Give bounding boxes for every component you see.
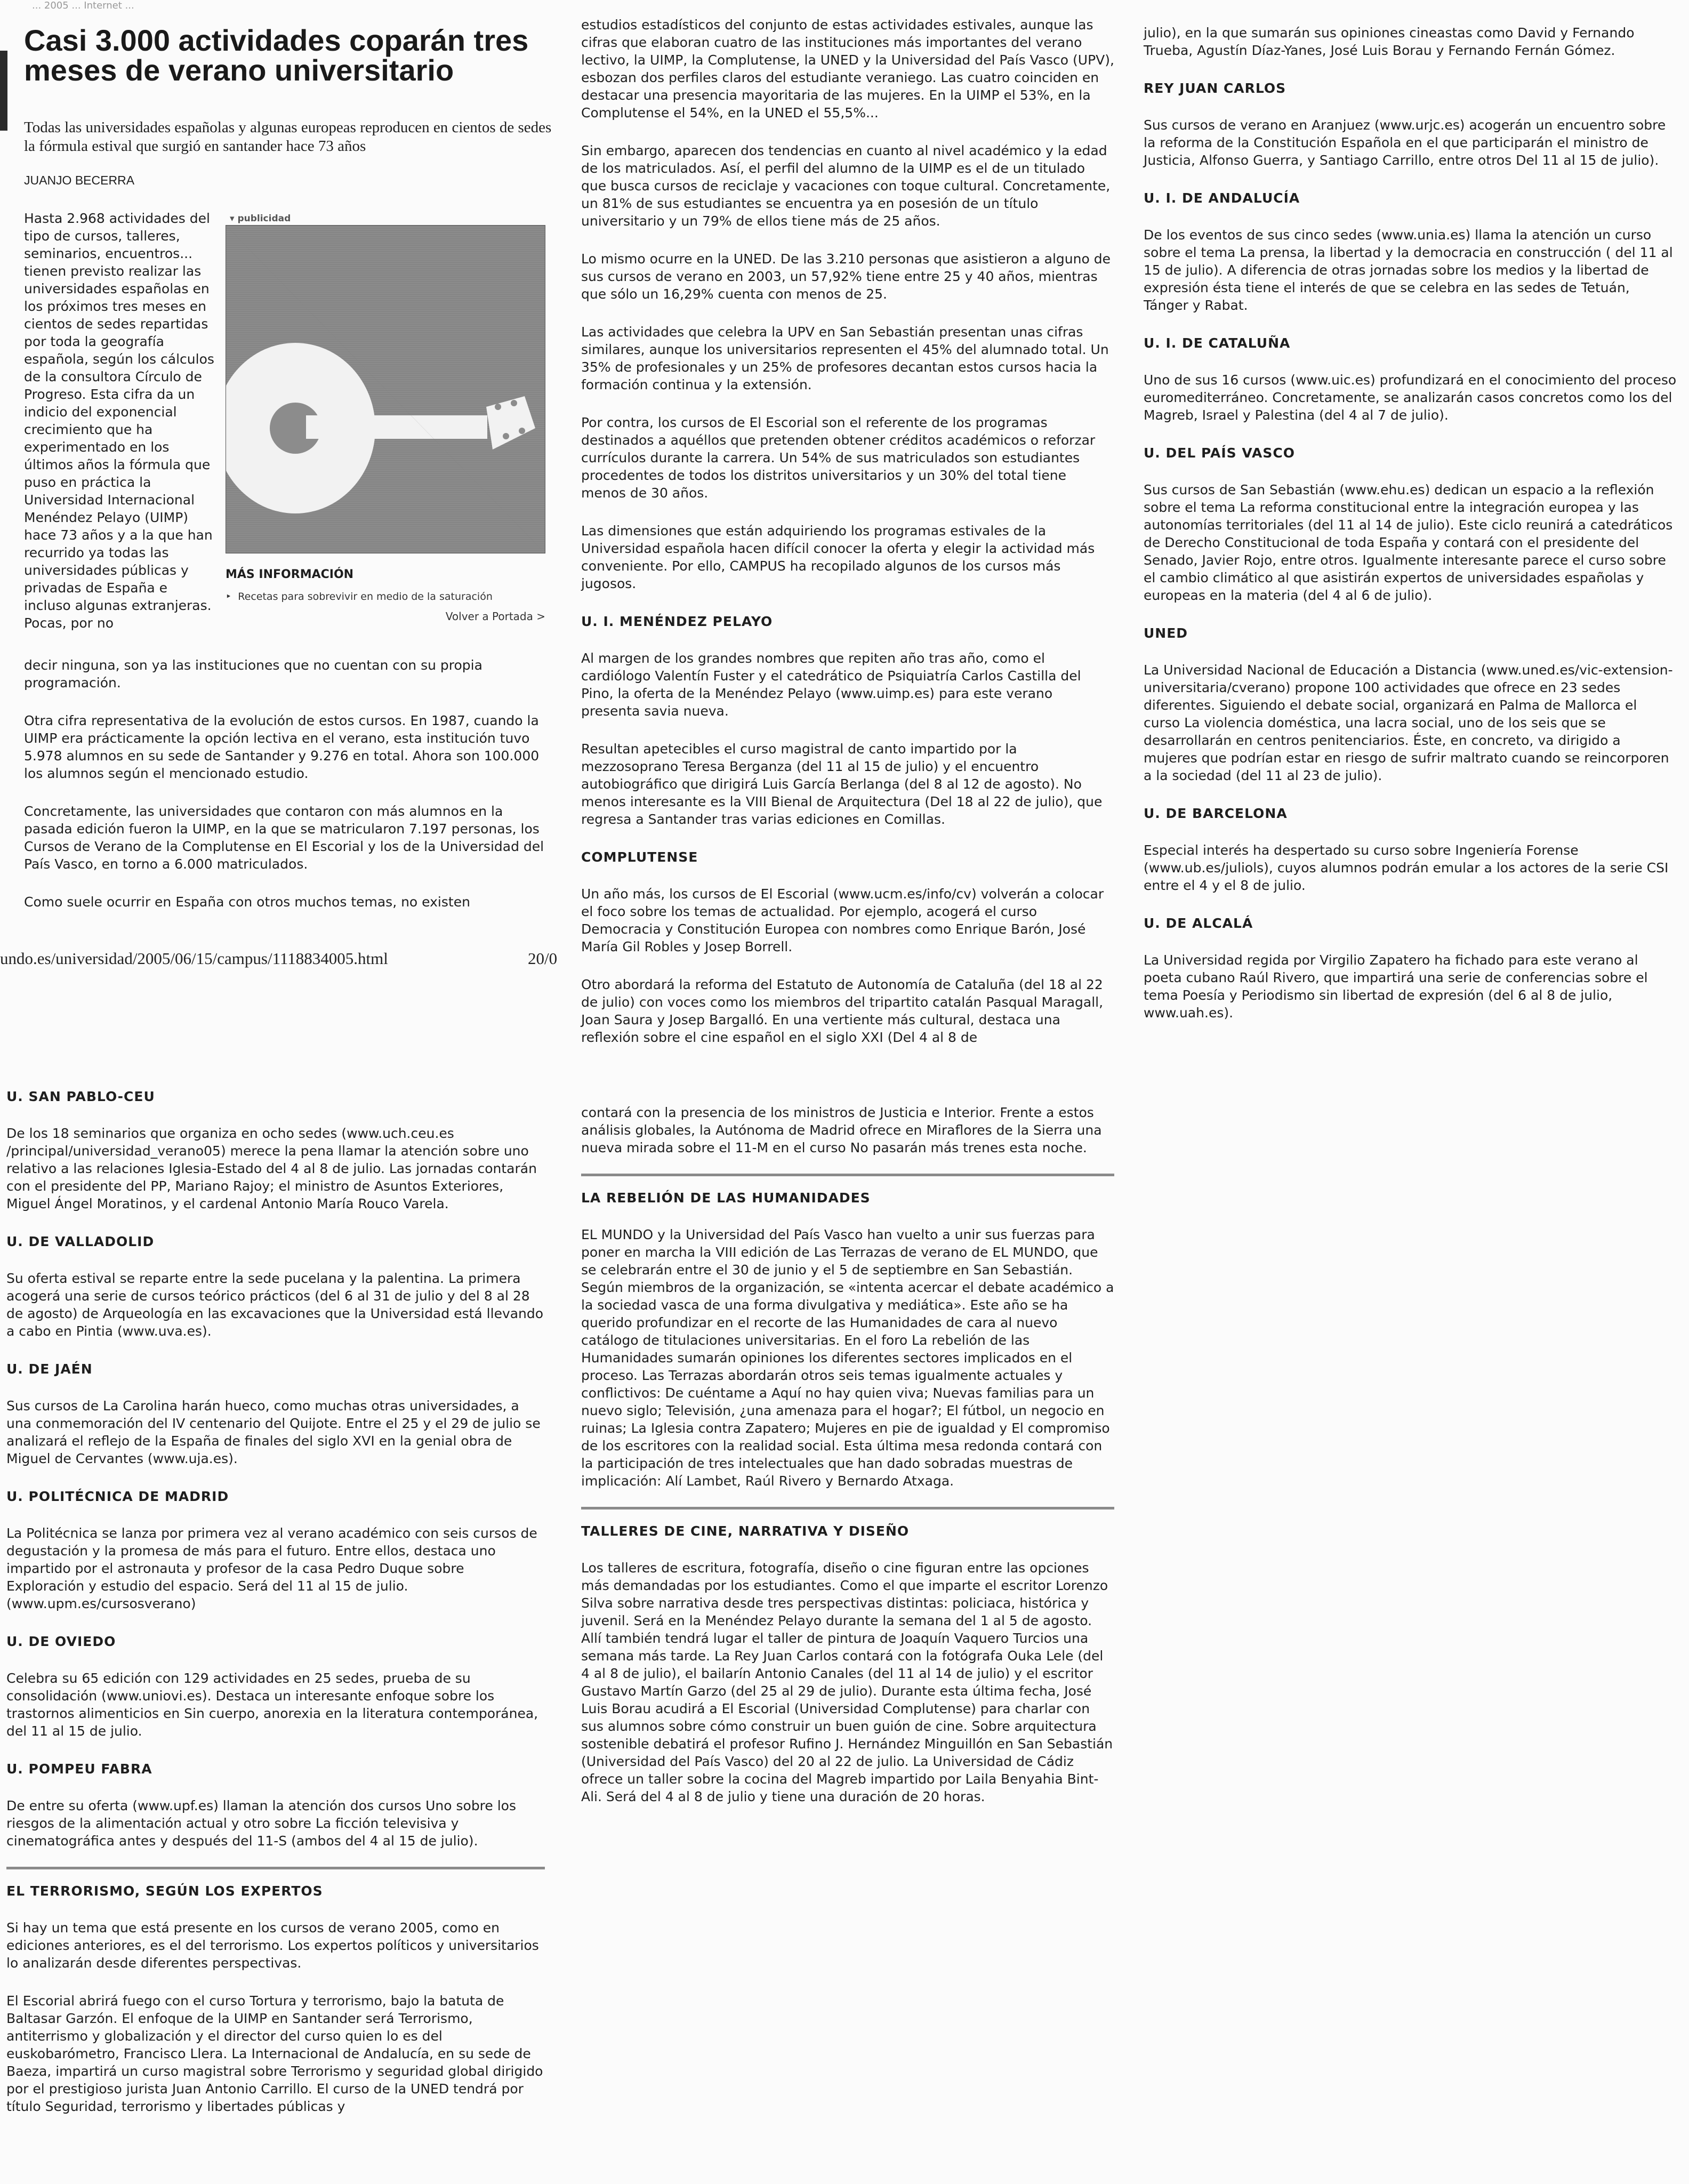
article-title: Casi 3.000 actividades coparán tres meses de verano universitario	[24, 23, 529, 87]
guitar-icon	[226, 226, 545, 553]
more-info-link[interactable]: ‣ Recetas para sobrevivir en medio de la saturación	[226, 591, 493, 603]
paragraph: Las dimensiones que están adquiriendo los programas estivales de la Universidad española hacen difícil conocer la oferta y elegir la actividad más conveniente. Por ello, CAMPUS ha recopilado algunos de los cursos más jugosos.	[581, 523, 1095, 591]
more-info-heading: MÁS INFORMACIÓN	[226, 568, 354, 581]
section-heading: UNED	[1144, 625, 1188, 641]
paragraph: De los 18 seminarios que organiza en ocho sedes (www.uch.ceu.es /principal/universidad_verano05) merece la pena llamar la atención sobre uno relativo a las relaciones Iglesia-Estado del 4 al 8 de julio. Las jornadas contarán con el presidente del PP, Mariano Rajoy; el ministro de Asuntos Exteriores, Miguel Ángel Moratinos, y el cardenal Antonio María Rouco Varela.	[6, 1126, 537, 1211]
lower-left-column	[6, 1088, 545, 2135]
section-heading: U. I. DE CATALUÑA	[1144, 335, 1291, 351]
paragraph: Especial interés ha despertado su curso sobre Ingeniería Forense (www.ub.es/juliols), cuyos alumnos podrán emular a los actores de la serie CSI entre el 4 y el 8 de julio.	[1144, 842, 1669, 893]
intro-narrow: Hasta 2.968 actividades del tipo de cursos, talleres, seminarios, encuentros... tienen previsto realizar las universidades españolas en los próximos tres meses en cientos de sedes repartidas por toda la geografía española, según los cálculos de la consultora Círculo de Progreso. Esta cifra da un indicio del exponencial crecimiento que ha experimentado en los últimos años la fórmula que puso en práctica la Universidad Internacional Menéndez Pelayo (UIMP) hace 73 años y a la que han recurrido ya todas las universidades públicas y privadas de España e incluso algunas extranjeras. Pocas, por no	[24, 211, 214, 631]
section-heading: COMPLUTENSE	[581, 849, 698, 865]
paragraph: EL MUNDO y la Universidad del País Vasco han vuelto a unir sus fuerzas para poner en marcha la VIII edición de Las Terrazas de verano de EL MUNDO, que se celebrarán entre el 30 de junio y el 5 de septiembre en San Sebastián. Según miembros de la organización, se «intenta acercar el debate académico a la sociedad vasca de una forma divulgativa y mediática». Este año se ha querido profundizar en el recorte de las Humanidades de cara al nuevo catálogo de titulaciones universitarias. En el foro La rebelión de las Humanidades sumarán opiniones los diferentes sectores implicados en el proceso. Las Terrazas abordarán otros seis temas igualmente actuales y conflictivos: De cuéntame a Aquí no hay quien viva; Nuevas familias para un nuevo siglo; Televisión, ¿una amenaza para el hogar?; El fútbol, un negocio en ruinas; La Iglesia contra Zapatero; Mujeres en pie de igualdad y El compromiso de los escritores con la realidad social. Esta última mesa redonda contará con la participación de tres intelectuales que han dado sobradas muestras de implicación: Alí Lambet, Raúl Rivero y Bernardo Atxaga.	[581, 1227, 1114, 1489]
section-heading: U. DE JAÉN	[6, 1361, 93, 1377]
section-heading: U. I. DE ANDALUCÍA	[1144, 190, 1300, 206]
section-heading: LA REBELIÓN DE LAS HUMANIDADES	[581, 1190, 871, 1206]
paragraph: Un año más, los cursos de El Escorial (www.ucm.es/info/cv) volverán a colocar el foco sobre los temas de actualidad. Por ejemplo, acogerá el curso Democracia y Constitución Europea con nombres como Enrique Barón, José María Gil Robles y Josep Borrell.	[581, 886, 1104, 954]
left-edge-bar	[0, 51, 7, 131]
paragraph: julio), en la que sumarán sus opiniones cineastas como David y Fernando Trueba, Agustín Díaz-Yanes, José Luis Borau y Fernando Fernán Gómez.	[1144, 25, 1635, 58]
section-rule	[581, 1174, 1114, 1176]
section-rule	[581, 1507, 1114, 1509]
footer-page: 20/0	[528, 949, 558, 968]
advertisement-image	[226, 212, 545, 553]
middle-column-lower	[581, 1104, 1114, 1826]
paragraph: Sus cursos de San Sebastián (www.ehu.es) dedican un espacio a la reflexión sobre el tema La reforma constitucional entre la integración europea y las autonomías territoriales (del 11 al 14 de julio). Este ciclo reunirá a catedráticos de Derecho Constitucional de toda España y contará con el presidente del Senado, Javier Rojo, entre otros. Igualmente interesante parece el curso sobre el cambio climático al que asistirán expertos de universidades españolas y europeas en la materia (del 4 al 6 de julio).	[1144, 482, 1673, 603]
paragraph: Por contra, los cursos de El Escorial son el referente de los programas destinados a aquéllos que pretenden obtener créditos académicos o reforzar currículos durante la carrera. Un 54% de sus matriculados son estudiantes procedentes de todos los distritos universitarios y un 30% del total tiene menos de 30 años.	[581, 415, 1096, 501]
paragraph: Las actividades que celebra la UPV en San Sebastián presentan unas cifras similares, aunque los universitarios representen el 45% del alumnado total. Un 35% de profesionales y un 25% de profesores decantan estos cursos hacia la formación continua y la extensión.	[581, 324, 1109, 392]
paragraph: Al margen de los grandes nombres que repiten año tras año, como el cardiólogo Valentín Fuster y el catedrático de Psiquiatría Carlos Castilla del Pino, la oferta de la Menéndez Pelayo (www.uimp.es) para este verano presenta savia nueva.	[581, 651, 1081, 719]
paragraph: De entre su oferta (www.upf.es) llaman la atención dos cursos Uno sobre los riesgos de la alimentación actual y otro sobre La ficción televisiva y cinematográfica antes y después del 11-S (ambos del 4 al 15 de julio).	[6, 1798, 517, 1849]
section-heading: REY JUAN CARLOS	[1144, 81, 1286, 96]
paragraph: Sus cursos de La Carolina harán hueco, como muchas otras universidades, a una conmemoración del IV centenario del Quijote. Entre el 25 y el 29 de julio se analizará el reflejo de la España de finales del siglo XVI en la genial obra de Miguel de Cervantes (www.uja.es).	[6, 1398, 541, 1466]
paragraph: La Universidad Nacional de Educación a Distancia (www.uned.es/vic-extension-universitaria/cverano) propone 100 actividades que ofrece en 23 sedes diferentes. Siguiendo el debate social, organizará en Palma de Mallorca el curso La violencia doméstica, una lacra social, uno de los seis que se desarrollarán en centros penitenciarios. Éste, en concreto, va dirigido a mujeres que podrían estar en riesgo de sufrir maltrato cuando se reincorporen a la sociedad (del 11 al 23 de julio).	[1144, 662, 1673, 783]
paragraph: La Universidad regida por Virgilio Zapatero ha fichado para este verano al poeta cubano Raúl Rivero, que impartirá una serie de conferencias sobre el tema Poesía y Periodismo sin libertad de expresión (del 6 al 8 de julio, www.uah.es).	[1144, 952, 1648, 1021]
paragraph: Su oferta estival se reparte entre la sede pucelana y la palentina. La primera acogerá una serie de cursos teórico prácticos (del 6 al 31 de julio y del 8 al 28 de agosto) de Arqueología en las excavaciones que la Universidad está llevando a cabo en Pintia (www.uva.es).	[6, 1271, 544, 1339]
paragraph: Uno de sus 16 cursos (www.uic.es) profundizará en el conocimiento del proceso euromediterráneo. Concretamente, se analizarán casos concretos como los del Magreb, Israel y Palestina (del 4 al 7 de julio).	[1144, 372, 1677, 423]
paragraph: Concretamente, las universidades que contaron con más alumnos en la pasada edición fueron la UIMP, en la que se matricularon 7.197 personas, los Cursos de Verano de la Complutense en El Escorial y los de la Universidad del País Vasco, en torno a 6.000 matriculados.	[24, 804, 544, 872]
footer-url: undo.es/universidad/2005/06/15/campus/1118834005.html	[0, 949, 388, 968]
section-heading: U. SAN PABLO-CEU	[6, 1089, 155, 1104]
middle-column	[581, 16, 1114, 1066]
paragraph: Celebra su 65 edición con 129 actividades en 25 sedes, prueba de su consolidación (www.uniovi.es). Destaca un interesante enfoque sobre los trastornos alimenticios en Sin cuerpo, anorexia en la literatura contemporánea, del 11 al 15 de julio.	[6, 1671, 538, 1739]
paragraph: Si hay un tema que está presente en los cursos de verano 2005, como en ediciones anteriores, es el del terrorismo. Los expertos políticos y universitarios lo analizarán desde diferentes perspectivas.	[6, 1920, 539, 1971]
paragraph: Sin embargo, aparecen dos tendencias en cuanto al nivel académico y la edad de los matriculados. Así, el perfil del alumno de la UIMP es el de un titulado que busca cursos de reciclaje y vacaciones con toque cultural. Concretamente, un 81% de sus estudiantes se encuentra ya en posesión de un título universitario y un 79% de ellos tiene más de 25 años.	[581, 143, 1111, 229]
paragraph: Sus cursos de verano en Aranjuez (www.urjc.es) acogerán un encuentro sobre la reforma de la Constitución Española en el que participarán el ministro de Justicia, Alfonso Guerra, y Santiago Carrillo, entre otros Del 11 al 15 de julio).	[1144, 117, 1666, 168]
paragraph: Lo mismo ocurre en la UNED. De las 3.210 personas que asistieron a alguno de sus cursos de verano en 2003, un 57,92% tiene entre 25 y 40 años, mientras que sólo un 16,29% cuenta con menos de 25.	[581, 251, 1111, 302]
paragraph: contará con la presencia de los ministros de Justicia e Interior. Frente a estos análisis globales, la Autónoma de Madrid ofrece en Miraflores de la Sierra una nueva mirada sobre el 11-M en el curso No pasarán más trenes esta noche.	[581, 1105, 1102, 1155]
paragraph: Como suele ocurrir en España con otros muchos temas, no existen	[24, 894, 470, 910]
section-heading: U. POLITÉCNICA DE MADRID	[6, 1489, 229, 1504]
section-heading: U. POMPEU FABRA	[6, 1761, 152, 1777]
section-heading: U. DEL PAÍS VASCO	[1144, 445, 1295, 461]
section-heading: U. DE BARCELONA	[1144, 806, 1288, 821]
right-column	[1144, 24, 1677, 1042]
paragraph: Otra cifra representativa de la evolución de estos cursos. En 1987, cuando la UIMP era prácticamente la opción lectiva en el verano, esta institución tuvo 5.978 alumnos en su sede de Santander y 9.276 en total. Ahora son 100.000 los alumnos según el mencionado estudio.	[24, 713, 540, 781]
section-heading: EL TERRORISMO, SEGÚN LOS EXPERTOS	[6, 1883, 323, 1899]
paragraph: estudios estadísticos del conjunto de estas actividades estivales, aunque las cifras que elaboran cuatro de las instituciones más importantes del verano lectivo, la UIMP, la Complutense, la UNED y la Universidad del País Vasco (UPV), esbozan dos perfiles claros del estudiante veraniego. Las cuatro coinciden en destacar una presencia mayoritaria de las mujeres. En la UIMP el 53%, en la Complutense el 54%, en la UNED el 55,5%...	[581, 17, 1114, 121]
ad-label: ▾ publicidad	[230, 213, 291, 224]
paragraph: Los talleres de escritura, fotografía, diseño o cine figuran entre las opciones más demandadas por los estudiantes. Como el que imparte el escritor Lorenzo Silva sobre narrativa desde tres perspectivas distintas: policiaca, histórica y juvenil. Será en la Menéndez Pelayo durante la semana del 1 al 5 de agosto. Allí también tendrá lugar el taller de pintura de Joaquín Vaquero Turcios una semana más tarde. La Rey Juan Carlos contará con la fotógrafa Ouka Lele (del 4 al 8 de julio), el bailarín Antonio Canales (del 11 al 14 de julio) y el escritor Gustavo Martín Garzo (del 25 al 29 de julio). Durante esta última fecha, José Luis Borau acudirá a El Escorial (Universidad Complutense) para charlar con sus alumnos sobre cómo construir un buen guión de cine. Sobre arquitectura sostenible debatirá el profesor Rufino J. Hernández Minguillón en San Sebastián (Universidad del País Vasco) del 20 al 22 de julio. La Universidad de Cádiz ofrece un taller sobre la cocina del Magreb impartido por Laila Benyahia Bint-Ali. Será del 4 al 8 de julio y tiene una duración de 20 horas.	[581, 1560, 1113, 1804]
paragraph: La Politécnica se lanza por primera vez al verano académico con seis cursos de degustación y la promesa de más para el futuro. Entre ellos, destaca uno impartido por el astronauta y profesor de la casa Pedro Duque sobre Exploración y estudio del espacio. Será del 11 al 15 de julio. (www.upm.es/cursosverano)	[6, 1525, 537, 1611]
top-strip: ... 2005 ... Internet ...	[32, 0, 134, 11]
intro-continuation: decir ninguna, son ya las instituciones que no cuentan con su propia programación.	[24, 657, 482, 690]
paragraph: Resultan apetecibles el curso magistral de canto impartido por la mezzosoprano Teresa Berganza (del 11 al 15 de julio) y el encuentro autobiográfico que dirigirá Luis García Berlanga (del 8 al 12 de agosto). No menos interesante es la VIII Bienal de Arquitectura (Del 18 al 22 de julio), que regresa a Santander tras varias ediciones en Comillas.	[581, 741, 1103, 827]
paragraph: Otro abordará la reforma del Estatuto de Autonomía de Cataluña (del 18 al 22 de julio) con voces como los miembros del tripartito catalán Pasqual Maragall, Joan Saura y Josep Bargalló. En una vertiente más cultural, destaca una reflexión sobre el cine español en el siglo XXI (Del 4 al 8 de	[581, 977, 1104, 1045]
section-heading: U. DE ALCALÁ	[1144, 916, 1253, 931]
article-subtitle: Todas las universidades españolas y algunas europeas reproducen en cientos de sedes la fórmula estival que surgió en santander hace 73 años	[24, 119, 552, 155]
section-heading: TALLERES DE CINE, NARRATIVA Y DISEÑO	[581, 1523, 910, 1539]
back-to-front-link[interactable]: Volver a Portada >	[445, 610, 545, 623]
more-info-box	[226, 568, 545, 623]
section-heading: U. DE VALLADOLID	[6, 1234, 155, 1249]
byline: JUANJO BECERRA	[24, 173, 135, 187]
section-heading: U. I. MENÉNDEZ PELAYO	[581, 614, 773, 629]
paragraph: El Escorial abrirá fuego con el curso Tortura y terrorismo, bajo la batuta de Baltasar Garzón. El enfoque de la UIMP en Santander será Terrorismo, antiterrismo y globalización y el director del curso quien lo es del euskobarómetro, Francisco Llera. La Internacional de Andalucía, en su sede de Baeza, impartirá un curso magistral sobre Terrorismo y seguridad global dirigido por el prestigioso jurista Juan Antonio Carrillo. El curso de la UNED tendrá por título Seguridad, terrorismo y libertades públicas y	[6, 1993, 543, 2114]
paragraph: De los eventos de sus cinco sedes (www.unia.es) llama la atención un curso sobre el tema La prensa, la libertad y la democracia en construcción ( del 11 al 15 de julio). A diferencia de otras jornadas sobre los medios y la libertad de expresión ésta tiene el interés de que se celebra en las sedes de Tetuán, Tánger y Rabat.	[1144, 227, 1673, 313]
section-heading: U. DE OVIEDO	[6, 1634, 116, 1649]
section-rule	[6, 1867, 545, 1869]
left-column	[24, 656, 546, 931]
